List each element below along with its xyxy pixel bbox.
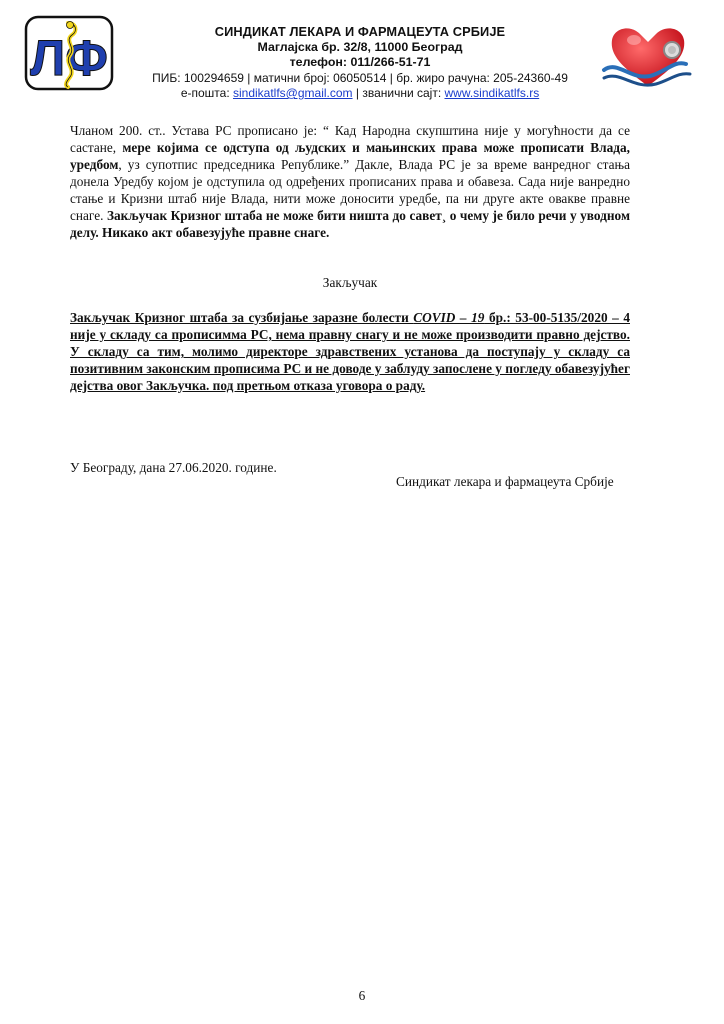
email-link[interactable]: sindikatlfs@gmail.com (232, 86, 353, 100)
union-logo (24, 15, 114, 91)
org-address: Маглајска бр. 32/8, 11000 Београд (257, 39, 463, 54)
place-date: У Београду, дана 27.06.2020. године. (70, 460, 277, 475)
signature-line: Синдикат лекара и фармацеута Србије (396, 474, 614, 489)
p2-text-1: Закључак Кризног штаба за сузбијање заразне болести (70, 310, 414, 325)
p1-bold-2: Закључак Кризног штаба не може бити ништа до савет¸ о чему је било речи у уводном делу. Никако акт обавезујуће правне снаге. (70, 208, 631, 240)
org-phone: телефон: 011/266-51-71 (289, 55, 431, 69)
heart-stethoscope-icon (600, 20, 695, 92)
section-heading: Закључак (322, 275, 378, 290)
site-label: | званични сајт: (352, 86, 445, 100)
org-name: СИНДИКАТ ЛЕКАРА И ФАРМАЦЕУТА СРБИЈЕ (214, 24, 506, 39)
website-link[interactable]: www.sindikatlfs.rs (444, 86, 540, 100)
page-number: 6 (358, 988, 366, 1003)
p2-text-2: бр.: 53-00-5135/2020 – 4 није у складу са прописимма РС, нема правну снагу и не може производити правно дејство. У складу са тим, молимо директоре здравствених установа да поступају у складу са позитивним законским прописима РС и не доводе у заблуду запослене у погледу обавезујућег дејства овог Закључка. под претњом отказа уговора о раду. (70, 310, 630, 393)
letterhead (120, 24, 600, 102)
org-ids: ПИБ: 100294659 | матични број: 06050514 | бр. жиро рачуна: 205-24360-49 (152, 70, 568, 85)
p1-text-2: , уз супотпис председника Републике.” Дакле, Влада РС је за време ванредног стања донела Уредбу којом је одступила од одређених прописаних права и обавеза. Сада није ванредно стање и Кризни штаб није Влада, нити може доносити уредбе, па ни друге акте овакве правне снаге. (70, 157, 630, 223)
p1-text-1: Чланом 200. ст.. Устава РС прописано је: “ Кад Народна скупштина није у могућности да се састане, (70, 123, 630, 155)
p1-bold-1: мере којима се одступа од људских и мањинских права може прописати Влада, уредбом (70, 140, 630, 172)
paragraph-constitution (70, 122, 630, 241)
contact-line (120, 86, 600, 102)
email-label: е-пошта: (180, 86, 233, 100)
logo-letters: ЛФ (30, 30, 108, 86)
paragraph-conclusion (70, 309, 630, 394)
p2-italic: COVID – 19 (413, 310, 485, 325)
